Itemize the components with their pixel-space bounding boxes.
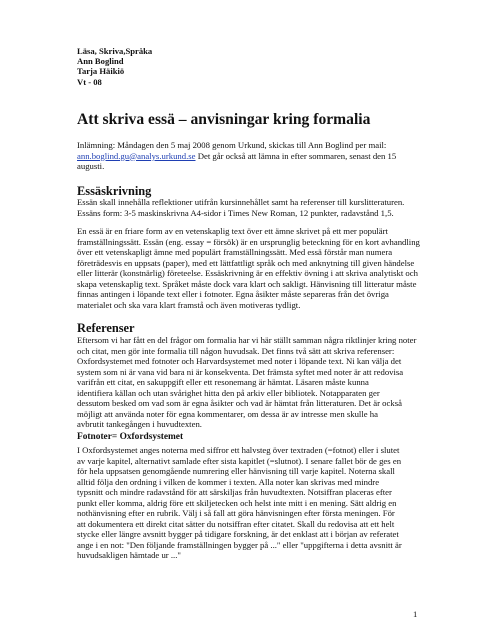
essay-form-paragraph — [77, 197, 422, 218]
paragraph-line: varifrån ett citat, en sakuppgift eller ett resonemang är hämtat. Läsaren måste kunna — [77, 377, 369, 387]
page-number: 1 — [413, 609, 418, 619]
course-name: Läsa, Skriva,Språka — [77, 46, 153, 56]
paragraph-line: av varje kapitel, alternativt samlade efter sista kapitlet (=slutnot). I senare fallet bör de ges en — [77, 455, 402, 466]
paragraph-line: stycke eller längre avsnitt bygger på tidigare forskning, är det enklast att i början av referatet — [77, 529, 399, 539]
paragraph-line: I Oxfordsystemet anges noterna med siffror ett halvsteg över textraden (=fotnot) eller i slutet — [77, 445, 400, 455]
email-link[interactable]: ann.boglind.gu@analys.urkund.se — [77, 150, 196, 161]
paragraph-line: punkt eller komma, aldrig före ett skiljetecken och helst inte mitt i en mening. Sätt aldrig en — [77, 497, 397, 508]
intro-line: Inlämning: Måndagen den 5 maj 2008 genom Urkund, skickas till Ann Boglind per mail: — [77, 140, 387, 150]
section-heading: Referenser — [77, 321, 135, 335]
paragraph-line: identifiera källan och utan svårighet hitta den på arkiv eller bibliotek. Notapparaten ger — [77, 387, 380, 398]
term-label: Vt - 08 — [77, 76, 102, 87]
document-title: Att skriva essä – anvisningar kring formalia — [77, 111, 371, 128]
document-header — [77, 46, 152, 87]
intro-line-rest: Det går också att lämna in efter sommaren, senast den 15 — [195, 150, 397, 161]
paragraph-line: ange i en not: "Den följande framställningen bygger på ..." eller "uppgifterna i detta avsnitt är — [77, 539, 402, 550]
paragraph-line: nothänvisning efter en rubrik. Välj i så fall att göra hänvisningen efter första meningen. För — [77, 508, 395, 518]
paragraph-line: att dokumentera ett direkt citat sätter du notsiffran efter citatet. Skall du redovisa att ett helt — [77, 518, 395, 529]
author-name: Tarja Häikiö — [77, 66, 125, 77]
essay-definition-paragraph — [77, 226, 422, 310]
paragraph-line: dessutom besked om vad som är egna åsikter och vad är hämtat från litteraturen. Det är också — [77, 398, 402, 408]
paragraph-line: typsnitt och mindre radavstånd för att särskiljas från huvudtexten. Notsiffran placeras efter — [77, 487, 392, 497]
paragraph-line: materialet och ska vara klart framstå och även motiveras tydligt. — [77, 299, 301, 310]
paragraph-line: Eftersom vi har fått en del frågor om formalia har vi här ställt samman några riktlinjer kring noter — [77, 335, 417, 345]
author-name: Ann Boglind — [77, 56, 124, 67]
paragraph-line: över ett vetenskapligt ämne med populärt framställningssätt. Med essä förstår man numera — [77, 247, 393, 257]
footnotes-paragraph — [77, 445, 422, 561]
paragraph-line: finnas antingen i löpande text eller i fotnoter. Egna åsikter måste separeras från det övriga — [77, 289, 389, 299]
paragraph-line: för hela uppsatsen genomgående numrering eller hänvisning till varje kapitel. Noterna skall — [77, 466, 395, 476]
paragraph-line: huvudsakligen hämtade ur ..." — [77, 550, 181, 560]
paragraph-line: Oxfordsystemet med fotnoter och Harvardsystemet med noter i löpande text. Ni kan välja det — [77, 356, 402, 366]
paragraph-line: alltid följa den ordning i vilken de kommer i texten. Alla noter kan skrivas med mindre — [77, 476, 380, 487]
paragraph-line: eller litterär (konstnärlig) företeelse. Essäskrivning är en effektiv övning i att skriva analytiskt och — [77, 268, 418, 278]
references-paragraph — [77, 335, 422, 430]
paragraph-line: Essän skall innehålla reflektioner utifrån kursinnehållet samt ha referenser till kurslitteraturen. — [77, 197, 405, 207]
paragraph-line: och citat, men gör inte formalia till någon huvudsak. Det finns två sätt att skriva referenser: — [77, 345, 395, 356]
paragraph-line: En essä är en friare form av en vetenskaplig text över ett ämne skrivet på ett mer populärt — [77, 226, 388, 236]
subsection-heading: Fotnoter= Oxfordsystemet — [77, 432, 184, 442]
intro-line: augusti. — [77, 161, 105, 171]
paragraph-line: avbrutit tankegången i huvudtexten. — [77, 419, 202, 429]
intro-paragraph — [77, 140, 422, 172]
paragraph-line: system som ni är vana vid bara ni är konsekventa. Det främsta syftet med noter är att redovisa — [77, 366, 404, 377]
paragraph-line: skapa vetenskaplig text. Språket måste dock vara klart och sakligt. Hänvisning till litteratur måste — [77, 278, 417, 289]
paragraph-line: framställningssätt. Essän (eng. essay = försök) är en ursprunglig beteckning för en kort avhandling — [77, 236, 420, 247]
section-heading: Essäskrivning — [77, 184, 152, 198]
paragraph-line: Essäns form: 3-5 maskinskrivna A4-sidor i Times New Roman, 12 punkter, radavstånd 1,5. — [77, 207, 394, 218]
intro-line — [77, 151, 422, 162]
paragraph-line: företrädesvis en uppsats (paper), med ett lättfattligt språk och med anknytning till given händelse — [77, 257, 415, 268]
paragraph-line: möjligt att använda noter för egna kommentarer, om dessa är av intresse men skulle ha — [77, 408, 378, 419]
